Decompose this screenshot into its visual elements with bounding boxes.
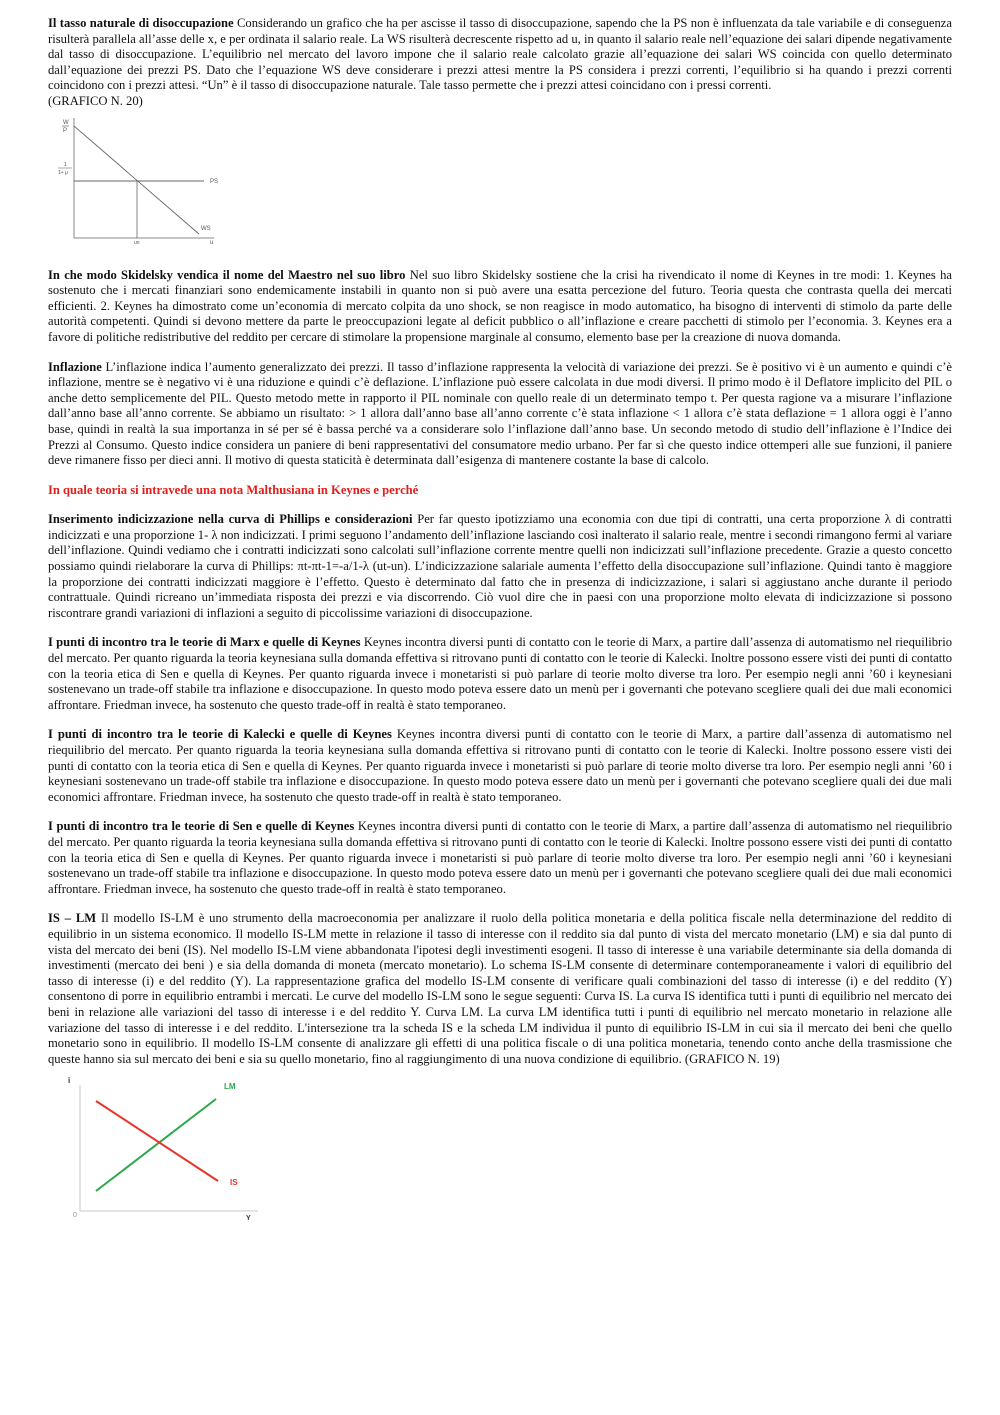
origin-label: 0 — [73, 1212, 77, 1220]
x-label: u — [210, 239, 214, 246]
ps-label: PS — [210, 178, 219, 185]
section-inflation — [48, 360, 952, 469]
x-label: Y — [246, 1215, 251, 1223]
section-phillips-indexation — [48, 512, 952, 621]
section-title: Inflazione — [48, 359, 102, 374]
is-label: IS — [230, 1178, 238, 1188]
figure-caption: (GRAFICO N. 20) — [48, 93, 143, 108]
section-text: Nel suo libro Skidelsky sostiene che la crisi ha rivendicato il nome di Keynes in tre modi: 1. Keynes ha sostenuto che i mercati finanziari sono endemicamente instabili in quanto non si può avere una esatta percezione del futuro. Teoria questa che contrasta quella dei mercati efficienti. 2. Keynes ha dimostrato come un’economia di mercato colpita da uno shock, se non reagisce in modo automatico, ha bisogno di interventi di stimolo da parte delle autorità competenti. Quindi si devono mettere da parte le preoccupazioni legate al deficit pubblico o all’inflazione e creare pacchetti di stimolo per l’economia. 3. Keynes era a favore di politiche redistributive del reddito per cercare di stimolare la propensione marginale al consumo, elemento base per la creazione di nuova domanda. — [48, 267, 952, 344]
section-skidelsky — [48, 268, 952, 346]
section-title: IS – LM — [48, 911, 97, 926]
ps-level-num: 1 — [64, 161, 67, 168]
is-curve — [96, 1101, 218, 1181]
red-heading: In quale teoria si intravede una nota Malthusiana in Keynes e perché — [48, 482, 419, 497]
ws-ps-graph — [54, 116, 234, 246]
section-text: Keynes incontra diversi punti di contatto con le teorie di Marx, a partire dall’assenza di automatismo nel riequilibrio del mercato. Per quanto riguarda la teoria keynesiana sulla domanda effettiva si ritrovano punti di contatto con le teorie di Kalecki. Inoltre possono essere visti dei punti di contatto con la teoria etica di Sen e quella di Keynes. Per quanto riguarda invece i monetaristi si può parlare di teorie molto diverse tra loro. Per esempio negli anni ’60 i keynesiani sostenevano un trade-off stabile tra inflazione e disoccupazione. In questo modo poteva essere dato un menù per i governanti che potevano scegliere quali dei due mali economici affrontare. Friedman invece, ha sostenuto che questo trade-off in realtà è stato temporaneo. — [48, 635, 953, 712]
section-text: Keynes incontra diversi punti di contatto con le teorie di Marx, a partire dall’assenza di automatismo nel riequilibrio del mercato. Per quanto riguarda la teoria keynesiana sulla domanda effettiva si ritrovano punti di contatto con le teorie di Kalecki. Inoltre possono essere visti dei punti di contatto con la teoria etica di Sen e quella di Keynes. Per quanto riguarda invece i monetaristi si può parlare di teorie molto diverse tra loro. Per esempio negli anni ’60 i keynesiani sostenevano un trade-off stabile tra inflazione e disoccupazione. In questo modo poteva essere dato un menù per i governanti che potevano scegliere quali dei due mali economici affrontare. Friedman invece, ha sostenuto che questo trade-off in realtà è stato temporaneo. — [48, 727, 952, 804]
section-title: In che modo Skidelsky vendica il nome del Maestro nel suo libro — [48, 267, 406, 282]
section-title: Il tasso naturale di disoccupazione — [48, 16, 234, 30]
section-text: Il modello IS-LM è uno strumento della macroeconomia per analizzare il ruolo della politica monetaria e della politica fiscale nella determinazione del reddito di equilibrio in un sistema economico. Il modello IS-LM mette in relazione il tasso di interesse con il reddito sia dal punto di vista del mercato monetario (LM) e sia dal punto di vista del mercato dei beni (IS). Nel modello IS-LM viene abbandonata l'ipotesi degli investimenti esogeni. Il tasso di interesse è una variabile determinante sia della domanda di investimenti (mercato dei beni ) e sia della domanda di moneta (mercato monetario). Lo schema IS-LM consente di determinare contemporaneamente i valori di equilibrio del tasso di interesse (i) e del reddito (Y). La rappresentazione grafica del modello IS-LM consente di verificare quali combinazioni del tasso di interesse (i) e del reddito (Y) consentono di porre in equilibrio entrambi i mercati. Le curve del modello IS-LM sono le segue seguenti: Curva IS. La curva IS identifica tutti i punti di equilibrio nel mercato dei beni in relazione alle variazioni del tasso di interesse i e del reddito Y. Curva LM. La curva LM identifica tutti i punti di equilibrio nel mercato monetario in relazione alle variazione del tasso di interesse i e del reddito. L'intersezione tra la scheda IS e la scheda LM individua il punto di equilibrio IS-LM in cui sia il mercato dei beni che quello monetario sono in equilibrio. Il modello IS-LM consente di analizzare gli effetti di una politica fiscale o di una politica monetaria, tenendo conto anche della trasmissione che queste hanno sia sul mercato dei beni e sia su quello monetario, fino al raggiungimento di una nuova condizione di equilibrio. (GRAFICO N. 19) — [48, 911, 952, 1066]
section-text: L’inflazione indica l’aumento generalizzato dei prezzi. Il tasso d’inflazione rappresenta la velocità di variazione dei prezzi. Se è positivo vi è un aumento e quindi c’è inflazione, mentre se è negativo vi è una riduzione e quindi c’è deflazione. L’inflazione può essere calcolata in due modi diversi. Il primo modo è il Deflatore implicito del PIL o anche detto semplicemente del PIL. Questo metodo mette in rapporto il PIL nominale con quello reale di un determinato tempo t. Per questa ragione va a misurare l’inflazione dall’anno base all’anno corrente. Se abbiamo un risultato: > 1 allora dall’anno base all’anno corrente c’è stata inflazione < 1 allora c’è stata deflazione = 1 allora oggi è l’anno base, quindi in realtà la sua importanza in sé per sé è bassa perché va a considerare solo l’inflazione dall’anno base. Un secondo metodo di studio dell’inflazione è l’Indice dei Prezzi al Consumo. Questo indice considera un paniere di beni rappresentativi del consumatore medio urbano. Per far sì che questo indice ottemperi alle sue funzioni, il paniere deve rimanere fisso per dieci anni. Il motivo di questa staticità è determinata dall’esigenza di mantenere costante la base di calcolo. — [48, 359, 952, 468]
section-title: Inserimento indicizzazione nella curva di Phillips e considerazioni — [48, 512, 413, 527]
section-title: I punti di incontro tra le teorie di Kalecki e quelle di Keynes — [48, 727, 392, 742]
section-natural-unemployment — [48, 16, 952, 94]
y-label-den: P — [63, 127, 68, 134]
section-sen-keynes — [48, 819, 952, 897]
ps-level-den: 1+ μ — [58, 169, 68, 176]
section-kalecki-keynes — [48, 727, 952, 805]
document-content — [48, 16, 952, 1223]
section-title: I punti di incontro tra le teorie di Sen e quelle di Keynes — [48, 819, 355, 834]
y-label: i — [68, 1076, 71, 1086]
un-label: un — [134, 239, 140, 246]
ws-line — [74, 126, 199, 234]
is-lm-graph — [68, 1073, 268, 1223]
ws-label: WS — [201, 225, 211, 232]
section-is-lm — [48, 911, 952, 1067]
section-marx-keynes — [48, 635, 952, 713]
section-text: Considerando un grafico che ha per ascisse il tasso di disoccupazione, sapendo che la PS non è influenzata da tale variabile e di conseguenza risulterà parallela all’asse delle x, e per ordinata il salario reale. La WS risulterà decrescente rispetto ad u, in quanto il salario reale nell’equazione dei salari dipende negativamente dal tasso di disoccupazione. L’equilibrio nel mercato del lavoro impone che il salario reale calcolato grazie all’equazione dei salari WS coincida con quello determinato dall’equazione dei prezzi PS. Dato che l’equazione WS deve considerare i prezzi attesi mentre la PS considera i prezzi correnti, l’equilibrio si ha quando i prezzi correnti coincidono con i prezzi attesi. “Un” è il tasso di disoccupazione naturale. Tale tasso permette che i prezzi attesi coincidano con i pressi correnti. — [48, 16, 952, 93]
y-label-num: W — [63, 119, 69, 126]
section-title: I punti di incontro tra le teorie di Marx e quelle di Keynes — [48, 635, 361, 650]
section-text: Keynes incontra diversi punti di contatto con le teorie di Marx, a partire dall’assenza di automatismo nel riequilibrio del mercato. Per quanto riguarda la teoria keynesiana sulla domanda effettiva si ritrovano punti di contatto con le teorie di Kalecki. Inoltre possono essere visti dei punti di contatto con la teoria etica di Sen e quella di Keynes. Per quanto riguarda invece i monetaristi si può parlare di teorie molto diverse tra loro. Per esempio negli anni ’60 i keynesiani sostenevano un trade-off stabile tra inflazione e disoccupazione. In questo modo poteva essere dato un menù per i governanti che potevano scegliere quali dei due mali economici affrontare. Friedman invece, ha sostenuto che questo trade-off in realtà è stato temporaneo. — [48, 819, 953, 896]
section-text: Per far questo ipotizziamo una economia con due tipi di contratti, una certa proporzione λ di contratti indicizzati e una proporzione 1- λ non indicizzati. I primi seguono l’andamento dell’inflazione lasciando così inalterato il salario reale, mentre i secondi rimangono fermi al variare dell’inflazione. Quindi vediamo che i contratti indicizzati sono calcolati sull’inflazione corrente mentre quelli non indicizzati sull’inflazione precedente. Grazie a questo concetto possiamo quindi rielaborare la curva di Phillips: πt-πt-1=-a/1-λ (ut-un). L’indicizzazione salariale aumenta l’effetto della disoccupazione sull’inflazione. Quindi tanto è maggiore la proporzione dei contratti indicizzati maggiore è l’effetto. Questo è determinato dal fatto che in presenza di indicizzazione, i salari si aggiustano anche durante il periodo contrattuale. Quindi ricreano un’immediata risposta dei prezzi e via discorrendo. Ciò vuol dire che in paesi con una proporzione molto elevata di indicizzazione si possono riscontrare grandi variazioni di inflazioni a seguito di piccolissime variazioni di disoccupazione. — [48, 512, 952, 620]
lm-label: LM — [224, 1082, 236, 1092]
